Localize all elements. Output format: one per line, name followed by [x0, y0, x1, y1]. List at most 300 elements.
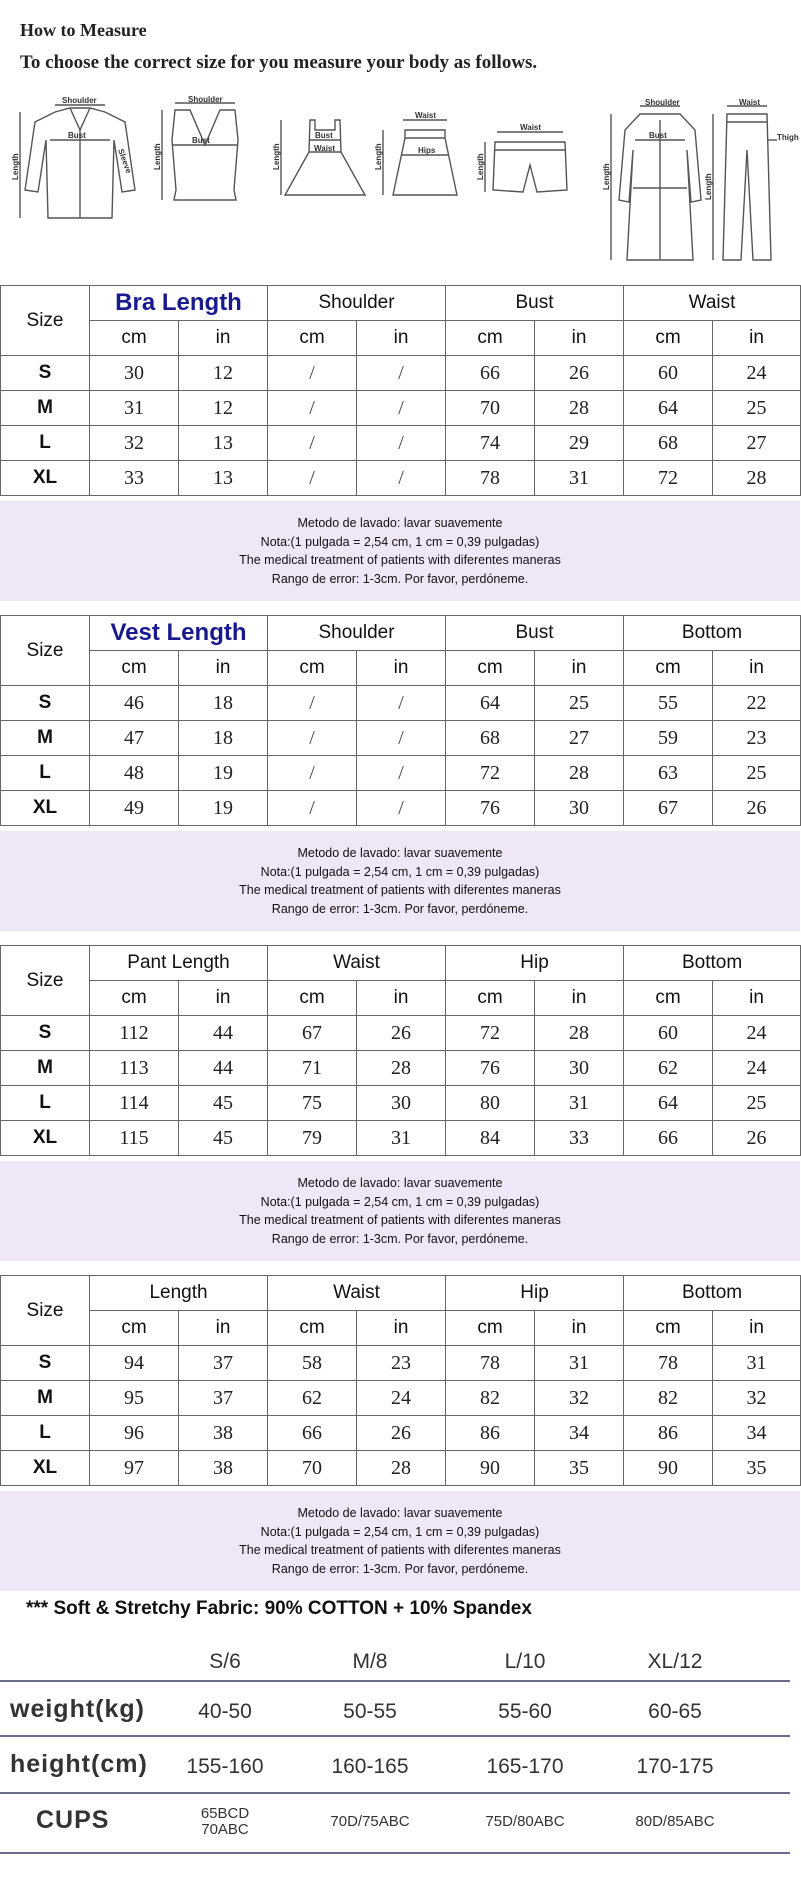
unit-cm: cm	[90, 651, 179, 686]
cups-value: 80D/85ABC	[635, 1813, 715, 1830]
value-cell: 33	[535, 1121, 624, 1156]
pant-size-table	[0, 945, 801, 1156]
value-cell: 46	[90, 686, 179, 721]
table-row	[1, 1086, 801, 1121]
size-header: Size	[1, 616, 90, 686]
value-cell: 18	[179, 686, 268, 721]
size-label: L/10	[504, 1650, 546, 1673]
table-row	[1, 721, 801, 756]
value-cell: 28	[535, 391, 624, 426]
value-cell: 28	[713, 461, 801, 496]
weight-label: weight(kg)	[10, 1695, 145, 1723]
value-cell: 31	[535, 461, 624, 496]
table-row	[1, 756, 801, 791]
value-cell: 22	[713, 686, 801, 721]
divider	[0, 1680, 790, 1682]
value-cell: 95	[90, 1381, 179, 1416]
size-cell: M	[1, 1381, 90, 1416]
table-header-row	[1, 1276, 801, 1311]
col-header: Bust	[446, 286, 624, 321]
unit-cm: cm	[624, 651, 713, 686]
value-cell: 86	[446, 1416, 535, 1451]
col-header: Vest Length	[90, 616, 268, 651]
care-note	[0, 1491, 800, 1591]
value-cell: /	[357, 721, 446, 756]
unit-in: in	[357, 1311, 446, 1346]
shorts-sketch	[475, 120, 585, 250]
value-cell: 64	[624, 391, 713, 426]
value-cell: /	[268, 791, 357, 826]
value-cell: 67	[624, 791, 713, 826]
diagram-label: Shoulder	[62, 96, 97, 105]
value-cell: 37	[179, 1381, 268, 1416]
value-cell: 23	[713, 721, 801, 756]
value-cell: 31	[90, 391, 179, 426]
value-cell: 59	[624, 721, 713, 756]
note-line: Rango de error: 1-3cm. Por favor, perdóneme.	[271, 571, 529, 586]
col-header: Waist	[268, 1276, 446, 1311]
diagram-label: Shoulder	[645, 98, 680, 107]
unit-row	[1, 1311, 801, 1346]
value-cell: /	[357, 391, 446, 426]
table-row	[1, 686, 801, 721]
diagram-label: Bust	[315, 131, 333, 140]
value-cell: 19	[179, 756, 268, 791]
note-line: Rango de error: 1-3cm. Por favor, perdóneme.	[271, 901, 529, 916]
unit-cm: cm	[446, 651, 535, 686]
value-cell: 94	[90, 1346, 179, 1381]
value-cell: 63	[624, 756, 713, 791]
value-cell: 26	[713, 1121, 801, 1156]
vest-size-table	[0, 615, 801, 826]
fabric-info: *** Soft & Stretchy Fabric: 90% COTTON + 10% Spandex	[26, 1598, 532, 1619]
unit-in: in	[535, 651, 624, 686]
value-cell: 44	[179, 1016, 268, 1051]
col-header: Length	[90, 1276, 268, 1311]
diagram-label: Bust	[68, 131, 86, 140]
table-row	[1, 356, 801, 391]
coat-sketch	[602, 98, 715, 280]
col-header: Bust	[446, 616, 624, 651]
value-cell: 90	[624, 1451, 713, 1486]
table-row	[1, 1121, 801, 1156]
size-cell: L	[1, 756, 90, 791]
cups-text: 70ABC	[201, 1821, 249, 1838]
value-cell: 67	[268, 1016, 357, 1051]
unit-in: in	[179, 651, 268, 686]
size-label: M/8	[352, 1650, 388, 1673]
diagram-label: Length	[11, 153, 20, 180]
page-heading: How to Measure	[20, 20, 147, 40]
value-cell: 12	[179, 391, 268, 426]
value-cell: 13	[179, 426, 268, 461]
col-header: Waist	[624, 286, 801, 321]
divider	[0, 1735, 790, 1737]
value-cell: 34	[713, 1416, 801, 1451]
note-line: Nota:(1 pulgada = 2,54 cm, 1 cm = 0,39 pulgadas)	[260, 864, 540, 879]
cups-value	[150, 1806, 300, 1838]
value-cell: /	[357, 686, 446, 721]
height-label: height(cm)	[10, 1750, 148, 1778]
value-cell: 28	[357, 1051, 446, 1086]
value-cell: 64	[446, 686, 535, 721]
value-cell: 18	[179, 721, 268, 756]
note-line: Nota:(1 pulgada = 2,54 cm, 1 cm = 0,39 pulgadas)	[260, 1524, 540, 1539]
value-cell: 72	[446, 756, 535, 791]
care-note	[0, 831, 800, 931]
value-cell: 68	[446, 721, 535, 756]
unit-row	[1, 651, 801, 686]
value-cell: 26	[713, 791, 801, 826]
size-cell: L	[1, 426, 90, 461]
value-cell: 62	[624, 1051, 713, 1086]
value-cell: 30	[90, 356, 179, 391]
value-cell: 79	[268, 1121, 357, 1156]
cups-value: 75D/80ABC	[485, 1813, 565, 1830]
value-cell: 27	[535, 721, 624, 756]
diagram-label: Waist	[739, 98, 761, 107]
care-note	[0, 501, 800, 601]
note-line: Metodo de lavado: lavar suavemente	[297, 846, 503, 860]
value-cell: 86	[624, 1416, 713, 1451]
unit-in: in	[179, 1311, 268, 1346]
value-cell: 32	[535, 1381, 624, 1416]
unit-cm: cm	[90, 321, 179, 356]
value-cell: /	[268, 356, 357, 391]
size-cell: M	[1, 1051, 90, 1086]
height-value: 165-170	[486, 1755, 564, 1778]
table-header-row	[1, 286, 801, 321]
value-cell: 34	[535, 1416, 624, 1451]
size-label: S/6	[209, 1650, 241, 1673]
note-line: Nota:(1 pulgada = 2,54 cm, 1 cm = 0,39 pulgadas)	[260, 1194, 540, 1209]
value-cell: 31	[713, 1346, 801, 1381]
table-header-row	[1, 946, 801, 981]
weight-value: 60-65	[648, 1700, 702, 1723]
value-cell: 66	[446, 356, 535, 391]
diagram-label: Shoulder	[188, 95, 223, 104]
size-cell: XL	[1, 461, 90, 496]
value-cell: 78	[446, 1346, 535, 1381]
value-cell: 68	[624, 426, 713, 461]
unit-in: in	[713, 321, 801, 356]
value-cell: 30	[535, 1051, 624, 1086]
value-cell: 32	[90, 426, 179, 461]
note-line: The medical treatment of patients with diferentes maneras	[239, 553, 561, 567]
value-cell: 24	[713, 356, 801, 391]
divider	[0, 1792, 790, 1794]
size-cell: XL	[1, 1121, 90, 1156]
value-cell: 28	[357, 1451, 446, 1486]
value-cell: 114	[90, 1086, 179, 1121]
unit-in: in	[535, 981, 624, 1016]
unit-cm: cm	[624, 321, 713, 356]
diagram-label: Length	[704, 173, 713, 200]
value-cell: 28	[535, 1016, 624, 1051]
value-cell: 26	[357, 1416, 446, 1451]
table-header-row	[1, 616, 801, 651]
diagram-label: Sleeve	[116, 147, 134, 175]
value-cell: 19	[179, 791, 268, 826]
col-header: Waist	[268, 946, 446, 981]
value-cell: 60	[624, 356, 713, 391]
unit-in: in	[535, 1311, 624, 1346]
value-cell: 31	[535, 1086, 624, 1121]
value-cell: 47	[90, 721, 179, 756]
cups-value: 70D/75ABC	[330, 1813, 410, 1830]
diagram-label: Length	[476, 153, 485, 180]
size-header: Size	[1, 1276, 90, 1346]
value-cell: 70	[446, 391, 535, 426]
note-line: Rango de error: 1-3cm. Por favor, perdóneme.	[271, 1231, 529, 1246]
value-cell: 76	[446, 1051, 535, 1086]
diagram-label: Bust	[192, 136, 210, 145]
pants-sketch	[704, 98, 799, 280]
diagram-label: Length	[153, 143, 162, 170]
value-cell: 60	[624, 1016, 713, 1051]
table-row	[1, 461, 801, 496]
value-cell: /	[268, 426, 357, 461]
diagram-label: Length	[374, 143, 383, 170]
value-cell: 80	[446, 1086, 535, 1121]
unit-cm: cm	[446, 1311, 535, 1346]
unit-in: in	[535, 321, 624, 356]
value-cell: 25	[535, 686, 624, 721]
size-cell: L	[1, 1086, 90, 1121]
size-header: Size	[1, 946, 90, 1016]
size-cell: L	[1, 1416, 90, 1451]
col-header: Hip	[446, 1276, 624, 1311]
value-cell: /	[268, 756, 357, 791]
table-row	[1, 1381, 801, 1416]
size-cell: S	[1, 1016, 90, 1051]
value-cell: 12	[179, 356, 268, 391]
height-value: 170-175	[636, 1755, 714, 1778]
value-cell: /	[268, 686, 357, 721]
col-header: Bottom	[624, 946, 801, 981]
value-cell: /	[357, 426, 446, 461]
value-cell: 25	[713, 1086, 801, 1121]
unit-in: in	[357, 321, 446, 356]
value-cell: /	[268, 391, 357, 426]
value-cell: 78	[446, 461, 535, 496]
value-cell: 49	[90, 791, 179, 826]
value-cell: /	[268, 721, 357, 756]
value-cell: 33	[90, 461, 179, 496]
value-cell: 24	[357, 1381, 446, 1416]
note-line: Metodo de lavado: lavar suavemente	[297, 516, 503, 530]
col-header: Shoulder	[268, 286, 446, 321]
diagram-label: Thigh	[777, 133, 799, 142]
unit-cm: cm	[624, 1311, 713, 1346]
value-cell: /	[357, 756, 446, 791]
value-cell: /	[357, 791, 446, 826]
page-subheading: To choose the correct size for you measure your body as follows.	[20, 52, 538, 73]
unit-cm: cm	[268, 1311, 357, 1346]
note-line: Nota:(1 pulgada = 2,54 cm, 1 cm = 0,39 pulgadas)	[260, 534, 540, 549]
value-cell: 82	[446, 1381, 535, 1416]
diagram-label: Waist	[415, 111, 437, 120]
note-line: Rango de error: 1-3cm. Por favor, perdóneme.	[271, 1561, 529, 1576]
unit-cm: cm	[268, 981, 357, 1016]
value-cell: 35	[535, 1451, 624, 1486]
diagram-label: Length	[272, 143, 281, 170]
weight-value: 55-60	[498, 1700, 552, 1723]
unit-in: in	[357, 981, 446, 1016]
value-cell: 24	[713, 1051, 801, 1086]
value-cell: 82	[624, 1381, 713, 1416]
value-cell: 38	[179, 1451, 268, 1486]
table-row	[1, 1016, 801, 1051]
divider	[0, 1852, 790, 1854]
value-cell: 96	[90, 1416, 179, 1451]
col-header: Hip	[446, 946, 624, 981]
table-row	[1, 1346, 801, 1381]
table-row	[1, 791, 801, 826]
size-cell: M	[1, 721, 90, 756]
note-line: The medical treatment of patients with diferentes maneras	[239, 1213, 561, 1227]
size-cell: S	[1, 1346, 90, 1381]
value-cell: 58	[268, 1346, 357, 1381]
size-cell: XL	[1, 1451, 90, 1486]
unit-in: in	[713, 1311, 801, 1346]
unit-cm: cm	[624, 981, 713, 1016]
unit-row	[1, 981, 801, 1016]
value-cell: 70	[268, 1451, 357, 1486]
diagram-label: Waist	[520, 123, 542, 132]
size-cell: S	[1, 356, 90, 391]
value-cell: 37	[179, 1346, 268, 1381]
table-row	[1, 1051, 801, 1086]
value-cell: 84	[446, 1121, 535, 1156]
value-cell: 29	[535, 426, 624, 461]
value-cell: 97	[90, 1451, 179, 1486]
value-cell: 38	[179, 1416, 268, 1451]
table-row	[1, 1451, 801, 1486]
value-cell: 32	[713, 1381, 801, 1416]
height-value: 160-165	[331, 1755, 409, 1778]
value-cell: 25	[713, 756, 801, 791]
size-label: XL/12	[647, 1650, 703, 1673]
value-cell: 48	[90, 756, 179, 791]
value-cell: 23	[357, 1346, 446, 1381]
unit-cm: cm	[446, 981, 535, 1016]
care-note	[0, 1161, 800, 1261]
vest-sketch	[150, 95, 260, 230]
value-cell: 55	[624, 686, 713, 721]
col-header: Pant Length	[90, 946, 268, 981]
table-row	[1, 391, 801, 426]
diagram-label: Length	[602, 163, 611, 190]
value-cell: 13	[179, 461, 268, 496]
unit-cm: cm	[90, 1311, 179, 1346]
value-cell: 27	[713, 426, 801, 461]
value-cell: 75	[268, 1086, 357, 1121]
col-header: Bra Length	[90, 286, 268, 321]
weight-value: 50-55	[343, 1700, 397, 1723]
skirt-size-table	[0, 1275, 801, 1486]
col-header: Bottom	[624, 1276, 801, 1311]
value-cell: 78	[624, 1346, 713, 1381]
unit-in: in	[357, 651, 446, 686]
shirt-sketch	[10, 96, 150, 230]
value-cell: 76	[446, 791, 535, 826]
value-cell: /	[357, 461, 446, 496]
value-cell: 72	[446, 1016, 535, 1051]
col-header: Shoulder	[268, 616, 446, 651]
table-row	[1, 426, 801, 461]
diagram-label: Waist	[314, 144, 336, 153]
note-line: The medical treatment of patients with diferentes maneras	[239, 883, 561, 897]
unit-cm: cm	[268, 651, 357, 686]
value-cell: 113	[90, 1051, 179, 1086]
value-cell: 28	[535, 756, 624, 791]
value-cell: 66	[624, 1121, 713, 1156]
value-cell: 31	[535, 1346, 624, 1381]
value-cell: 72	[624, 461, 713, 496]
value-cell: 66	[268, 1416, 357, 1451]
value-cell: 71	[268, 1051, 357, 1086]
value-cell: 26	[357, 1016, 446, 1051]
cups-text: 65BCD	[200, 1805, 250, 1822]
size-header: Size	[1, 286, 90, 356]
value-cell: 45	[179, 1086, 268, 1121]
value-cell: 30	[357, 1086, 446, 1121]
value-cell: 35	[713, 1451, 801, 1486]
bra-size-table	[0, 285, 801, 496]
value-cell: 112	[90, 1016, 179, 1051]
measurement-diagrams	[0, 95, 800, 280]
cups-label: CUPS	[36, 1806, 110, 1834]
unit-in: in	[179, 981, 268, 1016]
dress-sketch	[272, 110, 375, 240]
value-cell: /	[268, 461, 357, 496]
unit-row	[1, 321, 801, 356]
value-cell: 62	[268, 1381, 357, 1416]
value-cell: 24	[713, 1016, 801, 1051]
value-cell: 25	[713, 391, 801, 426]
size-cell: S	[1, 686, 90, 721]
unit-cm: cm	[90, 981, 179, 1016]
unit-cm: cm	[268, 321, 357, 356]
value-cell: 26	[535, 356, 624, 391]
value-cell: 90	[446, 1451, 535, 1486]
value-cell: /	[357, 356, 446, 391]
unit-in: in	[713, 981, 801, 1016]
unit-in: in	[179, 321, 268, 356]
value-cell: 31	[357, 1121, 446, 1156]
diagram-label: Bust	[649, 131, 667, 140]
note-line: The medical treatment of patients with diferentes maneras	[239, 1543, 561, 1557]
value-cell: 64	[624, 1086, 713, 1121]
weight-value: 40-50	[198, 1700, 252, 1723]
note-line: Metodo de lavado: lavar suavemente	[297, 1506, 503, 1520]
skirt-sketch	[375, 110, 475, 240]
size-cell: XL	[1, 791, 90, 826]
value-cell: 44	[179, 1051, 268, 1086]
note-line: Metodo de lavado: lavar suavemente	[297, 1176, 503, 1190]
value-cell: 115	[90, 1121, 179, 1156]
height-value: 155-160	[186, 1755, 264, 1778]
table-row	[1, 1416, 801, 1451]
unit-cm: cm	[446, 321, 535, 356]
unit-in: in	[713, 651, 801, 686]
size-cell: M	[1, 391, 90, 426]
diagram-label: Hips	[418, 146, 436, 155]
value-cell: 74	[446, 426, 535, 461]
value-cell: 30	[535, 791, 624, 826]
value-cell: 45	[179, 1121, 268, 1156]
